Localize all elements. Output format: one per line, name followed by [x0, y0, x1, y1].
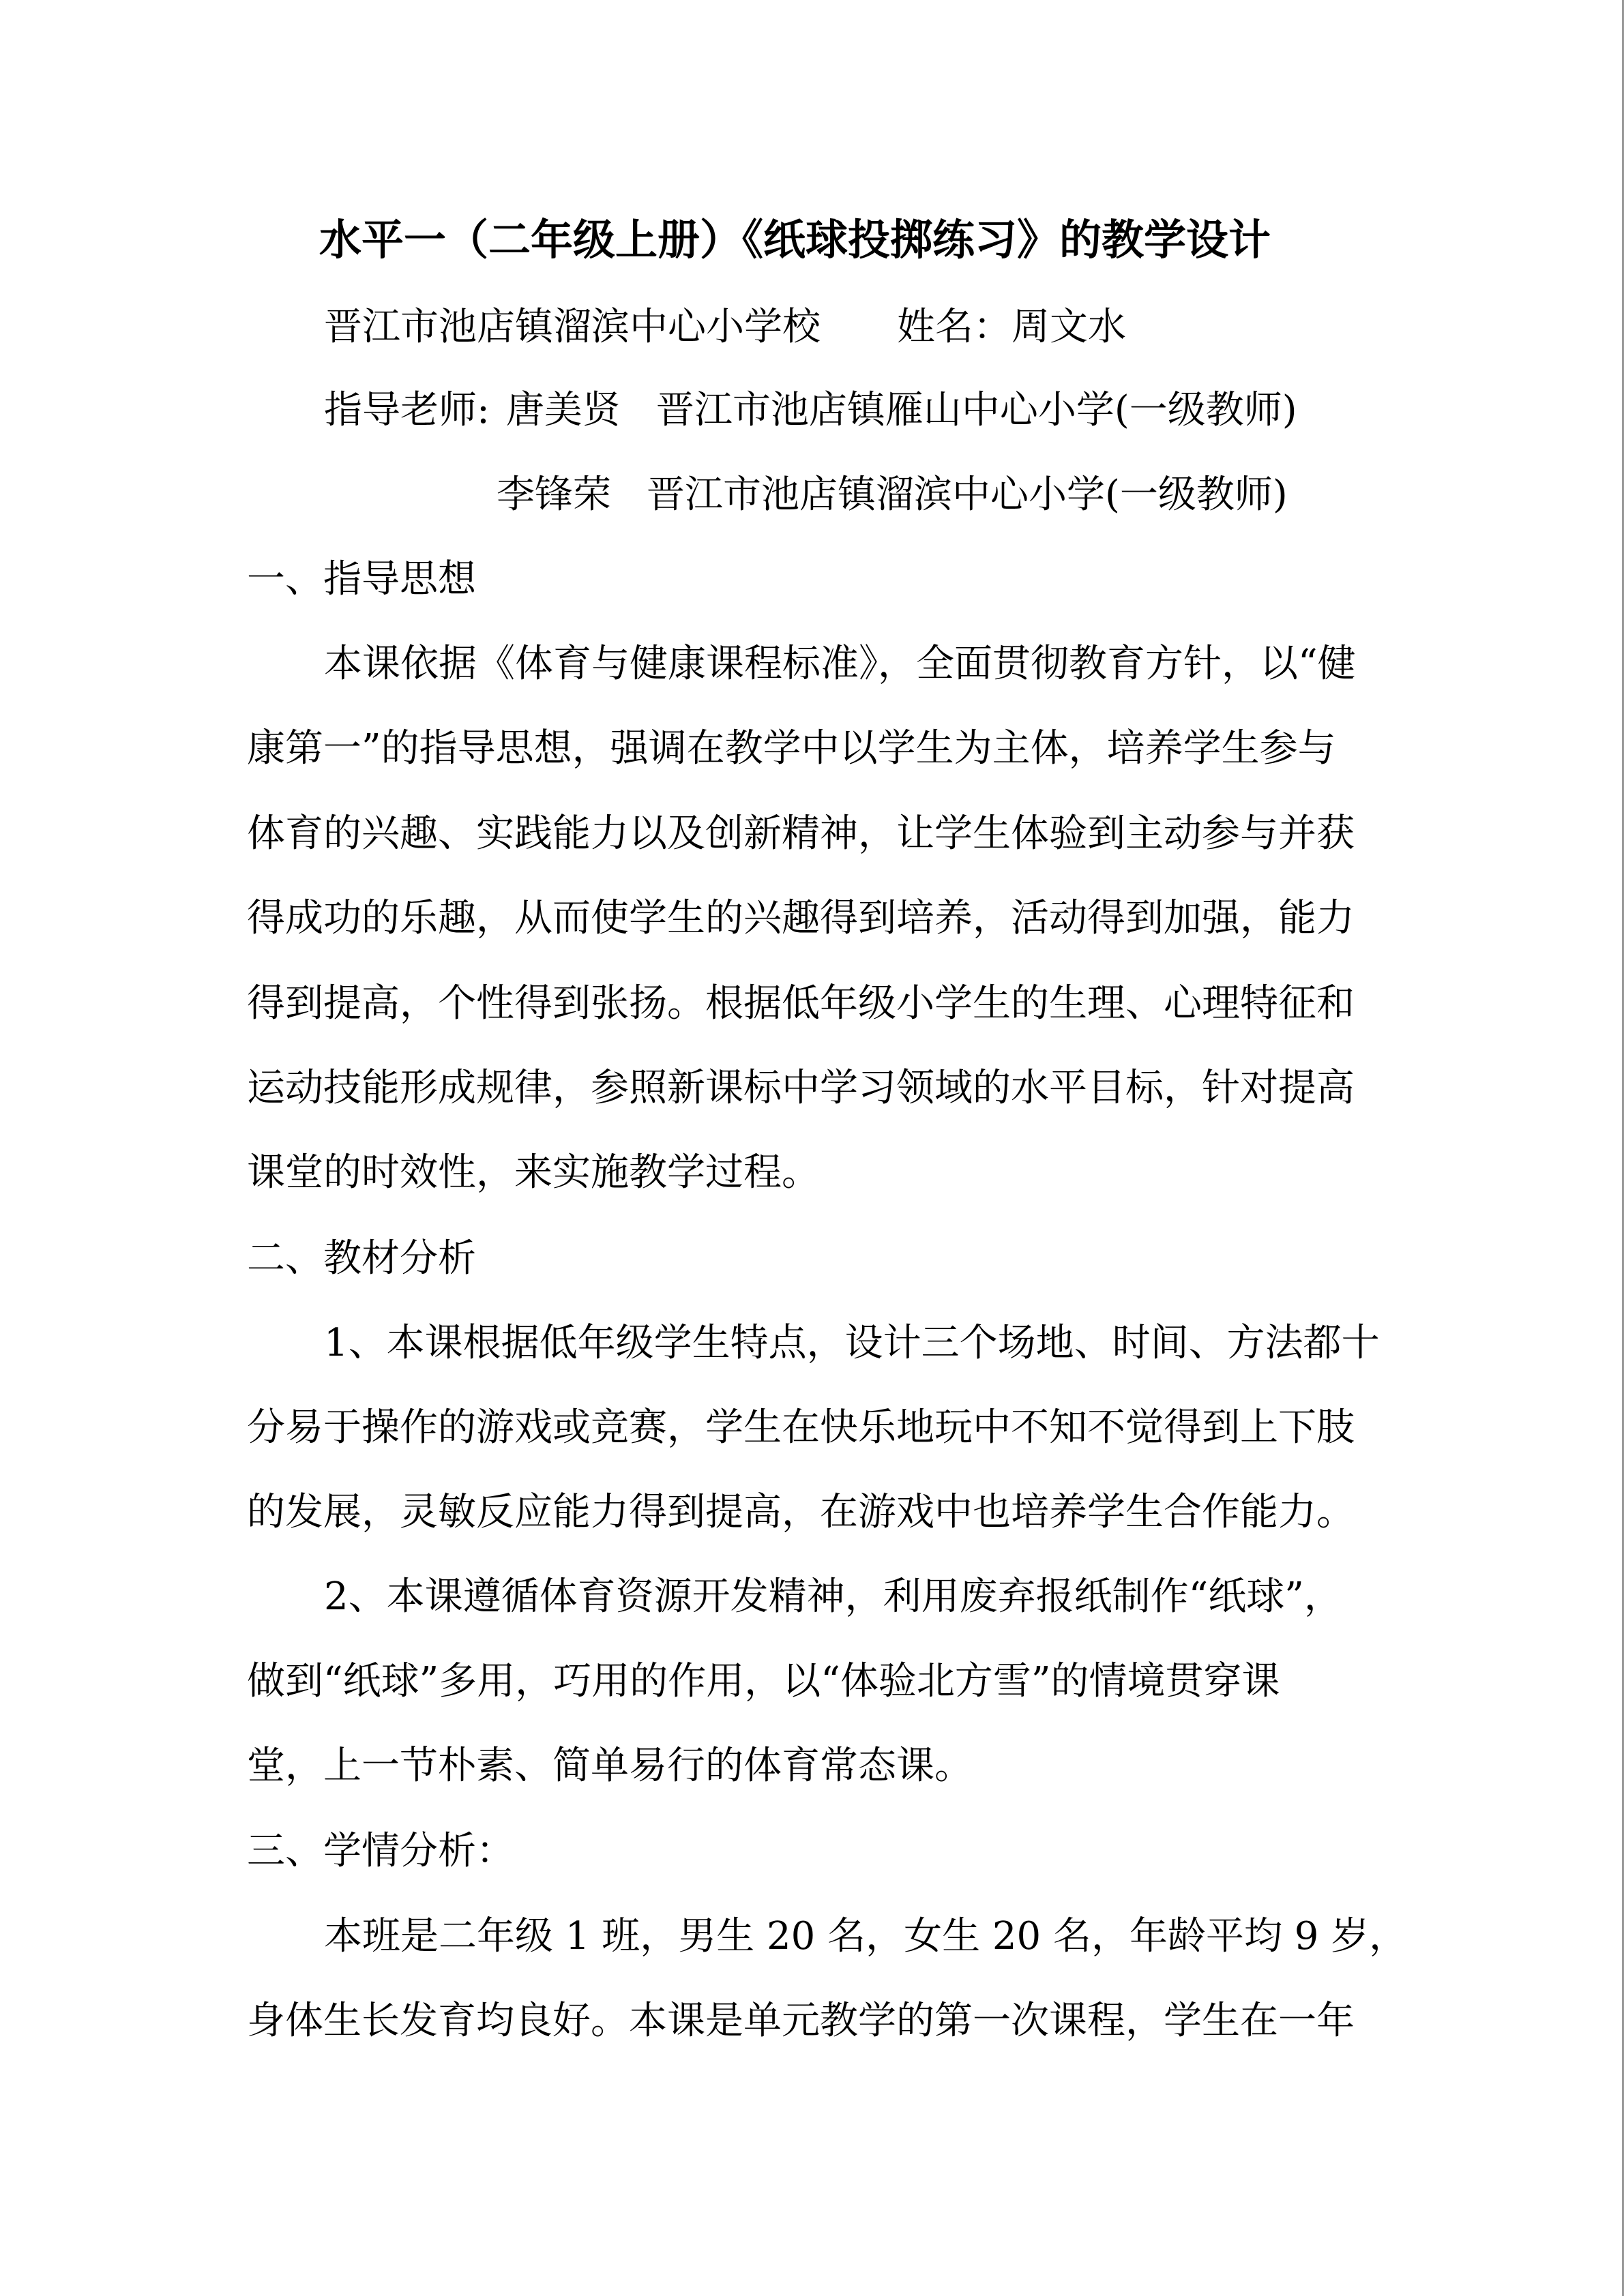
advisor-label: 指导老师: — [324, 388, 490, 432]
paragraph-line: 体育的兴趣、实践能力以及创新精神，让学生体验到主动参与并获 — [247, 811, 1355, 856]
paragraph-line: 得成功的乐趣，从而使学生的兴趣得到培养，活动得到加强，能力 — [247, 896, 1355, 940]
section-heading-3: 三、学情分析： — [247, 1829, 514, 1873]
advisor-line-1 — [324, 383, 1297, 438]
document-title: 水平一（二年级上册）《纸球投掷练习》的教学设计 — [319, 215, 1271, 265]
paragraph-line: 课堂的时效性，来实施教学过程。 — [247, 1150, 820, 1195]
paragraph-line: 的发展，灵敏反应能力得到提高，在游戏中也培养学生合作能力。 — [247, 1490, 1355, 1534]
paragraph-line: 分易于操作的游戏或竞赛，学生在快乐地玩中不知不觉得到上下肢 — [247, 1405, 1355, 1450]
advisor-unit-1: 晋江市池店镇雁山中心小学(一级教师) — [655, 388, 1297, 432]
paragraph-line: 身体生长发育均良好。本课是单元教学的第一次课程，学生在一年 — [247, 1999, 1355, 2043]
advisor-line-2 — [497, 468, 1288, 522]
section-heading-1: 一、指导思想 — [247, 557, 476, 601]
paragraph-line: 运动技能形成规律，参照新课标中学习领域的水平目标，针对提高 — [247, 1066, 1355, 1110]
paragraph-line: 康第一”的指导思想，强调在教学中以学生为主体，培养学生参与 — [247, 726, 1336, 771]
author-name: 姓名：周文水 — [897, 305, 1126, 349]
paragraph-line: 本课依据《体育与健康课程标准》，全面贯彻教育方针，以“健 — [324, 642, 1356, 686]
advisor-name-2: 李锋荣 — [497, 473, 611, 517]
paragraph-line: 堂，上一节朴素、简单易行的体育常态课。 — [247, 1744, 973, 1788]
paragraph-line: 本班是二年级 1 班，男生 20 名，女生 20 名，年龄平均 9 岁， — [324, 1914, 1408, 1958]
author-line — [324, 300, 1126, 355]
paragraph-line: 1、本课根据低年级学生特点，设计三个场地、时间、方法都十 — [324, 1321, 1380, 1365]
paragraph-line: 2、本课遵循体育资源开发精神，利用废弃报纸制作“纸球”， — [324, 1575, 1342, 1619]
advisor-name-1: 唐美贤 — [505, 388, 621, 432]
paragraph-line: 做到“纸球”多用，巧用的作用，以“体验北方雪”的情境贯穿课 — [247, 1659, 1280, 1703]
author-school: 晋江市池店镇溜滨中心小学校 — [324, 305, 821, 349]
advisor-unit-2: 晋江市池店镇溜滨中心小学(一级教师) — [647, 473, 1288, 517]
paragraph-line: 得到提高，个性得到张扬。根据低年级小学生的生理、心理特征和 — [247, 981, 1355, 1026]
section-heading-2: 二、教材分析 — [247, 1236, 476, 1281]
